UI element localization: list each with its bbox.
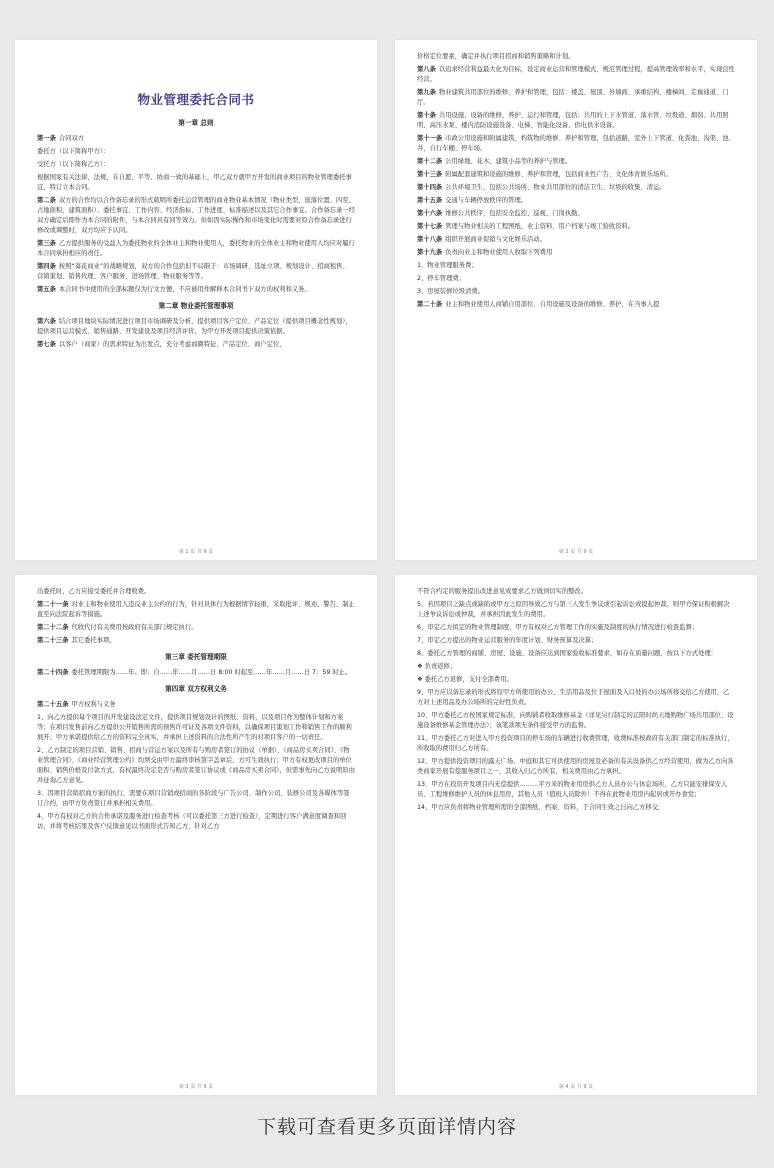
paragraph [417, 261, 735, 271]
article-number: 第五条 [37, 286, 56, 293]
article-number: 第二十五条 [37, 701, 69, 708]
paragraph [417, 636, 735, 646]
paragraph-text: 1、物业管理服务费； [417, 262, 478, 269]
article-number: 第十七条 [417, 223, 443, 230]
paragraph-text: 交通与车辆停放秩序的管理。 [445, 197, 528, 204]
article-number: 第二条 [37, 197, 56, 204]
paragraph [37, 134, 355, 144]
paragraph [37, 587, 355, 597]
paragraph-text: 7、审定乙方提出的物业运营服务的年度计划、财务预算及决算； [417, 637, 598, 644]
paragraph-text: 委托管理期限为……年。即：自……年……月……日 8:00 时起至……年……月……日 7：59 时止。 [71, 669, 352, 676]
paragraph [37, 623, 355, 633]
article-number: 第八条 [417, 66, 436, 73]
paragraph-text: 对业主和物业使用人违反业主公约的行为，针对具体行为根据情节轻重，采取批评、规劝、警告、制止直至向法院起诉等措施。 [37, 601, 355, 618]
paragraph [37, 812, 355, 832]
paragraph-text: 5、若因项目之缺点或缺陷或甲方之原因导致乙方与第三人发生争议或引起诉讼或提起仲裁，则甲方保证积极解决上述争议诉讼或仲裁，并承担因此发生的费用。 [417, 601, 730, 618]
download-caption[interactable]: 下载可查看更多页面详情内容 [256, 1116, 517, 1138]
page-number: 第 1 页 共 9 页 [178, 549, 214, 555]
paragraph [37, 317, 355, 337]
paragraph [37, 239, 355, 259]
paragraph [37, 173, 355, 193]
paragraph [417, 209, 735, 219]
paragraph-text: 市政公用设施和附属建筑、构筑物的维修、养护和管理，包括道路，室外上下管道、化粪池、沟渠、池、井，自行车棚、停车场。 [417, 135, 735, 152]
paragraph [417, 780, 735, 800]
paragraph [417, 248, 735, 258]
paragraph-text: 出委托时，乙方应接受委托并合理收费。 [37, 588, 151, 595]
paragraph [417, 587, 735, 597]
paragraph [37, 340, 355, 350]
paragraph-text: ❖ 负责返修； [417, 663, 457, 670]
paragraph [37, 636, 355, 646]
paragraph [417, 274, 735, 284]
paragraph-text: 11、甲方委托乙方对进入甲方投资项目的停车场的车辆进行收费管理，收费标准按政府有关部门制定的标准执行，所收取的费用归乙方所有。 [417, 735, 734, 752]
page-number: 第 3 页 共 9 页 [178, 1084, 214, 1090]
article-number: 第十二条 [417, 158, 443, 165]
paragraph-text: 维修公共秩序，包括安全监控、巡视、门岗执勤。 [445, 210, 584, 217]
paragraph-text: 6、审定乙方拟定的物业管理制度，甲方有权对乙方管理工作的实施及制度的执行情况进行检查监督； [417, 624, 699, 631]
paragraph [417, 300, 735, 310]
article-number: 第十四条 [417, 184, 443, 191]
paragraph [417, 65, 735, 85]
document-page-2 [395, 40, 757, 560]
paragraph-text: 其它委托事项。 [71, 637, 116, 644]
paragraph-text: 代收代付有关费用按政府有关部门规定执行。 [71, 624, 198, 631]
paragraph [417, 675, 735, 685]
paragraph [417, 88, 735, 108]
paragraph [37, 713, 355, 743]
paragraph [37, 600, 355, 620]
paragraph [417, 134, 735, 154]
article-number: 第三条 [37, 240, 56, 247]
paragraph-text: 不符合约定的服务提出改进意见或要求乙方做到切实的整改。 [417, 588, 588, 595]
paragraph [37, 789, 355, 809]
article-number: 第十九条 [417, 249, 443, 256]
paragraph-text: 负责向业主和物业使用人收取下列费用 [445, 249, 553, 256]
paragraph-text: 2、停车管理费； [417, 275, 466, 282]
article-number: 第十一条 [417, 135, 443, 142]
paragraph-text: 合同双方 [58, 135, 85, 142]
paragraph-text: 9、甲方应以备忘录的形式将原甲方所使用的办公、生活用品及位于屋面及入口处的办公场所移交给乙方使用，乙方对上述用品及办公场所的完好性负责。 [417, 689, 730, 706]
paragraph-text: 委托方（以下简称甲方）： [37, 148, 110, 155]
document-page-1 [15, 40, 377, 560]
paragraph [417, 196, 735, 206]
article-number: 第四条 [37, 263, 56, 270]
paragraph [37, 700, 355, 710]
paragraph-text: 2、乙方制定的项目营销、销售、招商与营运方案以及所有与购房者签订的协议（单据）、《商品房买卖合同》、《物业管理合同》、《商业经营管理公约》均须交由甲方最终审核签字盖章后，方可生效执行；甲方有权更改项目的单位面积、销售价格及付款方式，有权最终决定是否与购房者签订协议或《商品房买卖合同》，但需事先向乙方说明原由并征询乙方意见。 [37, 747, 355, 784]
paragraph [417, 803, 735, 813]
paragraph [37, 196, 355, 236]
paragraph [417, 157, 735, 167]
paragraph-text: 12、甲方提供投资项目的露天广场、中庭和其它可供使用的房屋及必备的有关设备供乙方经营使用，做为乙方向各类商家开展有偿服务项目之一，其收入归乙方所有，相关费用由乙方承担。 [417, 758, 734, 775]
paragraph [37, 668, 355, 678]
chapter-heading: 第二章 物业委托管理事项 [158, 302, 234, 310]
paragraph-text: 受托方（以下简称乙方）： [37, 161, 110, 168]
paragraph-text: 4、甲方有权对乙方的合作承诺及服务进行检查考核（可以委托第三方进行检查），定期进行客户满意度调查和回访，并将考核结果及客户反馈意见以书面形式告知乙方，针对乙方 [37, 813, 347, 830]
article-number: 第十五条 [417, 197, 443, 204]
paragraph [417, 183, 735, 193]
paragraph-text: ❖ 委托乙方返修，支付全部费用。 [417, 676, 513, 683]
paragraph [417, 600, 735, 620]
paragraph [37, 285, 355, 295]
article-number: 第二十四条 [37, 669, 69, 676]
paragraph-text: 共用设施、设备的维修、养护、运行和管理，包括：共用的上下水管道、落水管、垃圾道、烟囱、共用照明、高压水泵、楼内消防设施设备、电梯、智能化设备、供电供水设备。 [417, 112, 729, 129]
paragraph [417, 170, 735, 180]
paragraph-text: 8、委托乙方管理的商铺、房屋、设施、设备应达到国家验收标准要求，如存在质量问题，按以下方式处理： [417, 650, 717, 657]
chapter-heading: 第四章 双方权利义务 [165, 685, 227, 693]
paragraph-text: 组织开展商业促销与文化娱乐活动。 [445, 236, 546, 243]
paragraph [417, 662, 735, 672]
paragraph [37, 160, 355, 170]
paragraph-text: 管理与物业相关的工程图纸、业主资料、用户档案与竣工验收资料。 [445, 223, 635, 230]
paragraph-text: 公共环境卫生，包括公共场所、物业共用部位的清洁卫生、垃圾的收集、清运。 [445, 184, 666, 191]
paragraph-text: 1、向乙方提供每个项目的开发建设法定文件，提供项目规划设计的图纸、资料，以及项目作为整体计划和方案等；在项目发售前向乙方提供公开销售所需的预售许可证及各项文件资料，以确保项目策划工作和销售工作的顺利展开；甲方承诺提供给乙方的资料完全真实，并承担上述资料的合法性所产生的对项目客户的一切责任。 [37, 714, 352, 741]
paragraph-text: 乙方提供服务的受益人为委托物业的全体业主和物业使用人，委托物业的全体业主和物业使用人均应对履行本合同承担相应的责任。 [37, 240, 355, 257]
paragraph [37, 746, 355, 786]
document-title: 物业管理委托合同书 [137, 92, 255, 107]
paragraph-text: 公用绿地、花木、建筑小品等的养护与管理。 [445, 158, 572, 165]
paragraph-text: 业主和物业使用人商铺自用部位、自用设施及设备的维修、养护，在当事人提 [445, 301, 660, 308]
article-number: 第一条 [37, 135, 56, 142]
article-number: 第十条 [417, 112, 436, 119]
article-number: 第九条 [417, 89, 436, 96]
paragraph-text: 双方的合作均以合作备忘录的形式载明所委托运营管理的商业物业基本情况（物业类型、座落位置、四至、占地面积、建筑面积）、委托事宜、工作内容、经济指标、工作进度、标准描述以及其它合作事宜。合作备忘录一经双方确定后即作为本合同的附件，与本合同具有同等效力。但如因实际操作和市场变化时需要对原合作备忘录进行修改或调整时，双方均应予认同。 [37, 197, 355, 234]
paragraph-text: 3、因项目营销招商方案的执行，需要在项目营销或招商的各阶段与广告公司、制作公司、装修公司及各媒体等签订合约，由甲方负责签订并承担相关费用。 [37, 790, 350, 807]
page-content [395, 40, 757, 310]
document-page-4 [395, 575, 757, 1095]
paragraph-text: 按照“葵花商业”的战略规划，双方的合作包括但不局限于：市场调研、选址立项、规划设计、招商租售、营销策划、销售代理、客户服务、进场管理、物业服务等等。 [37, 263, 349, 280]
page-number: 第 2 页 共 9 页 [558, 549, 594, 555]
page-content [395, 575, 757, 813]
paragraph-text: 价格定位要素，确定并执行项目招商和销售策略和计划。 [417, 53, 575, 60]
document-page-3 [15, 575, 377, 1095]
paragraph [417, 52, 735, 62]
paragraph-text: 附属配套建筑和设施的维修、养护和管理，包括商业性广告、文化体育娱乐场所。 [445, 171, 672, 178]
article-number: 第二十条 [417, 301, 443, 308]
paragraph [417, 235, 735, 245]
paragraph-text: 以追求经营利益最大化为目标，设定商业运营和管理模式，规范管理过程，提高管理效率和水平，实现良性经营。 [417, 66, 735, 83]
article-number: 第六条 [37, 318, 56, 325]
article-number: 第十三条 [417, 171, 443, 178]
paragraph [417, 222, 735, 232]
paragraph-text: 物业建筑共用部位的维修、养护和管理，包括：楼盖、屋顶、外墙面、承重结构、楼梯间、走廊通道、门厅。 [417, 89, 729, 106]
paragraph [417, 688, 735, 708]
paragraph-text: 13、甲方在投资开发项目内无偿提供………平方米的物业用房供乙方人员办公与休息场所，乙方只能安排保安人员、工程维修维护人员的休息用房，其他人员（值班人员除外）不得在此物业用房内起居或开办食堂； [417, 781, 728, 798]
paragraph [417, 111, 735, 131]
chapter-heading: 第三章 委托管理期限 [165, 653, 227, 661]
paragraph [417, 711, 735, 731]
article-number: 第十六条 [417, 210, 443, 217]
paragraph [417, 734, 735, 754]
paragraph-text: 以客户（商家）的需求特征为出发点，充分考虑商圈特征、产品定位、商户定位、 [58, 341, 286, 348]
article-number: 第二十二条 [37, 624, 69, 631]
paragraph-text: 根据国家有关法律、法规，在自愿、平等、协商一致的基础上，甲乙双方就甲方开发的商业项目的物业管理委托事宜，特订立本合同。 [37, 174, 352, 191]
page-content [15, 575, 377, 832]
paragraph-text: 甲方权利与义务 [71, 701, 116, 708]
paragraph [37, 147, 355, 157]
page-content [15, 40, 377, 350]
article-number: 第二十一条 [37, 601, 69, 608]
page-number: 第 4 页 共 9 页 [558, 1084, 594, 1090]
paragraph-text: 结合项目地块实际情况进行项目市场调研及分析，提供项目客户定位、产品定位（提供项目概念性规划），提供项目运营模式、销售通路、开发建设及项目经济评价。为甲方开发项目提供决策依据。 [37, 318, 352, 335]
paragraph-text: 14、甲方应负责将物业管理所需的全部图纸、档案、资料，于合同生效之日向乙方移交， [417, 804, 665, 811]
article-number: 第十八条 [417, 236, 443, 243]
paragraph [37, 262, 355, 282]
article-number: 第七条 [37, 341, 56, 348]
paragraph [417, 649, 735, 659]
article-number: 第二十三条 [37, 637, 69, 644]
chapter-heading: 第一章 总则 [178, 119, 214, 127]
paragraph [417, 623, 735, 633]
paragraph-text: 10、甲方委托乙方按国家规定标准，向购铺者收取维修基金（详见另行制定的辽阳时尚天地购物广场共用部位、设施设备维修基金管理办法）；该笔款项无条件接受甲方的监督。 [417, 712, 734, 729]
paragraph-text: 本合同书中使用的全部标题仅为行文方便，不应被用作解释本合同书下双方的权利和义务。 [58, 286, 311, 293]
paragraph-text: 3、房屋装修垃圾清费。 [417, 288, 484, 295]
paragraph [417, 757, 735, 777]
paragraph [417, 287, 735, 297]
